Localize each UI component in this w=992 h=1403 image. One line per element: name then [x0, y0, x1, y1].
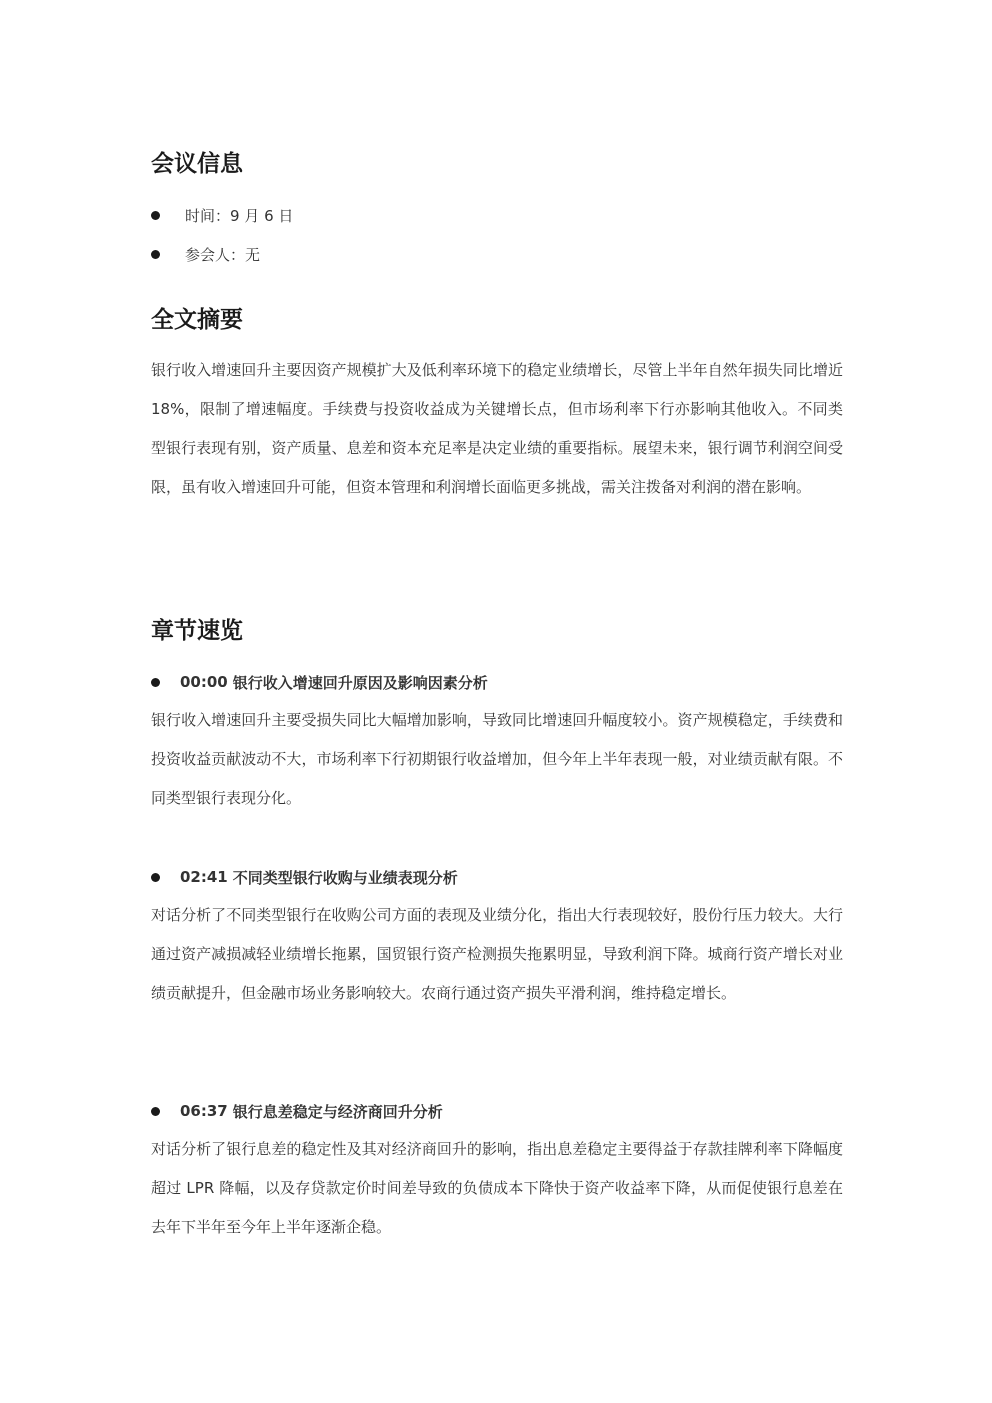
- participants-label: 参会人：: [185, 245, 246, 264]
- summary-title: 全文摘要: [151, 307, 243, 333]
- chapter-title: 不同类型银行收购与业绩表现分析: [232, 868, 458, 887]
- bullet-icon: [151, 678, 160, 687]
- bullet-icon: [151, 873, 160, 882]
- summary-text: 银行收入增速回升主要因资产规模扩大及低利率环境下的稳定业绩增长，尽管上半年自然年损失同比增近 18%，限制了增速幅度。手续费与投资收益成为关键增长点，但市场利率下行亦影响其他收入。不同类型银行表现有别，资产质量、息差和资本充足率是决定业绩的重要指标。展望未来，银行调节利润空间受限，虽有收入增速回升可能，但资本管理和利润增长面临更多挑战，需关注拨备对利润的潜在影响。: [151, 361, 843, 496]
- meeting-time-item: [151, 205, 293, 225]
- chapters-title: 章节速览: [151, 618, 243, 644]
- bullet-icon: [151, 211, 160, 220]
- bullet-icon: [151, 1107, 160, 1116]
- chapter-title: 银行息差稳定与经济商回升分析: [232, 1102, 443, 1121]
- meeting-participants-item: [151, 244, 260, 264]
- meeting-time-value: 9 月 6 日: [230, 206, 294, 225]
- chapter-heading: [151, 1101, 443, 1121]
- meeting-time-label: 时间：: [185, 206, 231, 225]
- chapter-heading: [151, 867, 458, 887]
- chapter-text: 对话分析了银行息差的稳定性及其对经济商回升的影响，指出息差稳定主要得益于存款挂牌利率下降幅度超过 LPR 降幅，以及存贷款定价时间差导致的负债成本下降快于资产收益率下降，从而促使银行息差在去年下半年至今年上半年逐渐企稳。: [151, 1140, 843, 1236]
- chapter-timestamp: 06:37: [180, 1102, 228, 1120]
- chapter-text: 银行收入增速回升主要受损失同比大幅增加影响，导致同比增速回升幅度较小。资产规模稳定，手续费和投资收益贡献波动不大，市场利率下行初期银行收益增加，但今年上半年表现一般，对业绩贡献有限。不同类型银行表现分化。: [151, 711, 843, 807]
- chapter-timestamp: 00:00: [180, 673, 228, 691]
- chapter-text: 对话分析了不同类型银行在收购公司方面的表现及业绩分化，指出大行表现较好，股份行压力较大。大行通过资产减损减轻业绩增长拖累，国贸银行资产检测损失拖累明显，导致利润下降。城商行资产增长对业绩贡献提升，但金融市场业务影响较大。农商行通过资产损失平滑利润，维持稳定增长。: [151, 906, 843, 1002]
- bullet-icon: [151, 250, 160, 259]
- chapter-timestamp: 02:41: [180, 868, 228, 886]
- chapter-heading: [151, 672, 488, 692]
- chapter-title: 银行收入增速回升原因及影响因素分析: [232, 673, 488, 692]
- participants-value: 无: [245, 245, 261, 264]
- meeting-info-title: 会议信息: [151, 151, 243, 177]
